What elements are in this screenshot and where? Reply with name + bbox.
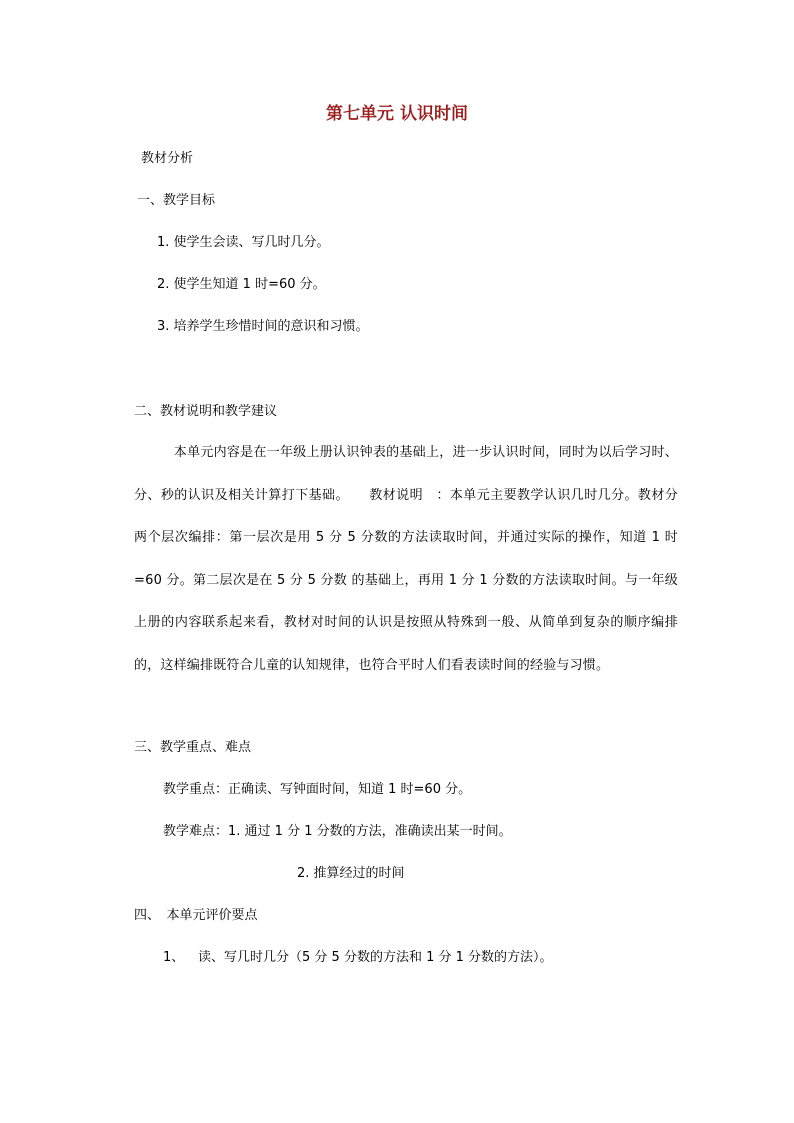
key-point-text: 教学重点：正确读、写钟面时间，知道 1 时=60 分。 [163, 782, 472, 797]
section1-heading: 一、教学目标 [137, 193, 216, 208]
objective-item-1: 1. 使学生会读、写几时几分。 [157, 235, 330, 250]
evaluation-item-number: 1、 [163, 950, 185, 965]
section4-heading: 四、 本单元评价要点 [134, 908, 258, 923]
section3-heading: 三、教学重点、难点 [134, 740, 252, 755]
objective-item-2: 2. 使学生知道 1 时=60 分。 [157, 277, 326, 292]
section-label: 教材分析 [141, 151, 194, 166]
document-title: 第七单元 认识时间 [326, 104, 468, 124]
section2-heading: 二、教材说明和教学建议 [134, 404, 278, 419]
difficulty-text-2: 2. 推算经过的时间 [297, 866, 405, 881]
objective-item-3: 3. 培养学生珍惜时间的意识和习惯。 [157, 319, 369, 334]
difficulty-text-1: 教学难点：1. 通过 1 分 1 分数的方法，准确读出某一时间。 [163, 824, 512, 839]
evaluation-item-text: 读、写几时几分（5 分 5 分数的方法和 1 分 1 分数的方法）。 [198, 950, 553, 965]
section2-paragraph: 本单元内容是在一年级上册认识钟表的基础上，进一步认识时间，同时为以后学习时、分、秒的认识及相关计算打下基础。 教材说明 ：本单元主要教学认识几时几分。教材分两个层次编排：第一层次是用 5 分 5 分数的方法读取时间，并通过实际的操作，知道 1 时=60 分。第二层次是在 5 分 5 分数 的基础上，再用 1 分 1 分数的方法读取时间。与一年级上册的内容联系起来看，教材对时间的认识是按照从特殊到一般、从简单到复杂的顺序编排的，这样编排既符合儿童的认知规律，也符合平时人们看表读时间的经验与习惯。 [134, 445, 678, 673]
